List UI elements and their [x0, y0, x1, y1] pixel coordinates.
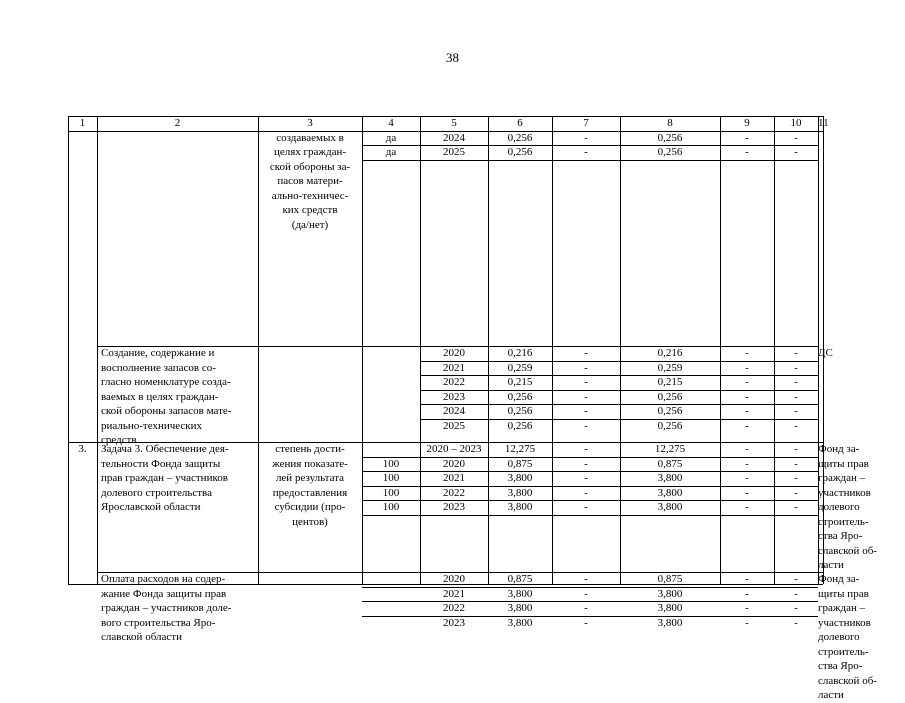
cell-c5: 2025 — [443, 419, 465, 432]
cell-c5: 2022 — [443, 486, 465, 499]
cell-c10: - — [794, 347, 798, 359]
cell-c10: - — [794, 501, 798, 513]
activity-text: славской области — [101, 631, 182, 643]
cell-c9: - — [745, 390, 749, 403]
column-header: 6 — [517, 117, 523, 129]
responsible-text: славской об- — [818, 674, 877, 687]
responsible-text: граждан – — [818, 602, 866, 614]
cell-c7: - — [584, 602, 588, 614]
cell-c10: - — [794, 602, 798, 614]
cell-c6: 0,256 — [507, 405, 533, 417]
task-text: Ярославской области — [101, 501, 201, 513]
cell-c10: - — [794, 376, 798, 388]
cell-c4: да — [385, 146, 397, 158]
task-text: долевого строительства — [101, 486, 212, 499]
column-header: 4 — [388, 117, 394, 129]
responsible-text: участников — [818, 616, 871, 629]
column-header: 3 — [307, 117, 313, 129]
column-header: 2 — [174, 117, 181, 129]
row-divider — [362, 160, 818, 161]
cell-c7: - — [584, 361, 588, 374]
cell-c6: 3,800 — [507, 486, 533, 499]
cell-c7: - — [584, 457, 588, 470]
cell-c8: 0,216 — [657, 347, 683, 359]
cell-c7: - — [584, 573, 588, 585]
cell-c5: 2022 — [443, 376, 465, 388]
cell-c4: 100 — [382, 457, 400, 470]
responsible-text: ства Яро- — [818, 530, 863, 542]
cell-c8: 3,800 — [657, 602, 683, 614]
cell-c5: 2020 — [443, 573, 465, 585]
responsible-text: участников — [818, 486, 871, 499]
task-text: тельности Фонда защиты — [101, 457, 221, 470]
cell-c10: - — [794, 405, 798, 417]
responsible-text: ства Яро- — [818, 660, 863, 672]
activity-text: граждан – участников доле- — [101, 602, 232, 614]
cell-c5: 2023 — [443, 501, 465, 513]
cell-c7: - — [584, 501, 588, 513]
cell-c8: 0,875 — [657, 573, 683, 585]
indicator-text: (да/нет) — [291, 218, 329, 231]
cell-c7: - — [584, 616, 588, 629]
cell-c7: - — [584, 405, 588, 417]
cell-c7: - — [584, 146, 588, 158]
cell-c9: - — [745, 602, 749, 614]
indicator-text: ально-техничес- — [271, 189, 349, 202]
responsible-text: Фонд за- — [818, 443, 860, 455]
cell-c9: - — [745, 419, 749, 432]
column-header: 1 — [79, 117, 86, 129]
cell-c6: 0,215 — [507, 376, 533, 388]
cell-c9: - — [745, 131, 749, 144]
cell-c8: 0,256 — [657, 146, 683, 158]
cell-c6: 3,800 — [507, 587, 533, 600]
cell-c10: - — [794, 361, 798, 374]
cell-c4: 100 — [382, 486, 400, 499]
activity-text: восполнение запасов со- — [101, 361, 216, 374]
cell-c8: 3,800 — [657, 486, 683, 499]
cell-c8: 0,256 — [657, 419, 683, 432]
cell-c5: 2020 – 2023 — [426, 443, 482, 455]
cell-c8: 0,259 — [657, 361, 683, 374]
cell-c9: - — [745, 146, 749, 158]
cell-c10: - — [794, 616, 798, 629]
cell-c6: 0,256 — [507, 390, 533, 403]
task-number: 3. — [78, 443, 87, 455]
row-divider — [362, 515, 818, 516]
cell-c6: 3,800 — [507, 472, 533, 484]
cell-c9: - — [745, 361, 749, 374]
cell-c7: - — [584, 587, 588, 600]
indicator-text: степень дости- — [275, 443, 345, 455]
cell-c9: - — [745, 443, 749, 455]
cell-c5: 2021 — [443, 587, 465, 600]
cell-c7: - — [584, 376, 588, 388]
responsible-text: ДС — [818, 347, 833, 359]
cell-c5: 2023 — [443, 616, 465, 629]
cell-c8: 3,800 — [657, 501, 683, 513]
cell-c6: 0,216 — [507, 347, 533, 359]
indicator-text: предоставления — [272, 486, 348, 499]
cell-c6: 3,800 — [507, 616, 533, 629]
cell-c5: 2025 — [443, 146, 465, 158]
cell-c9: - — [745, 457, 749, 470]
indicator-text: центов) — [292, 515, 328, 528]
responsible-text: щиты прав — [818, 457, 869, 470]
cell-c10: - — [794, 390, 798, 403]
cell-c7: - — [584, 443, 588, 455]
cell-c6: 0,259 — [507, 361, 533, 374]
cell-c5: 2021 — [443, 361, 465, 374]
column-header: 8 — [667, 117, 673, 129]
cell-c9: - — [745, 616, 749, 629]
cell-c4: 100 — [382, 501, 400, 513]
responsible-text: долевого — [818, 631, 860, 643]
cell-c8: 0,256 — [657, 131, 683, 144]
cell-c9: - — [745, 472, 749, 484]
cell-c9: - — [745, 587, 749, 600]
cell-c8: 0,256 — [657, 405, 683, 417]
task-text: прав граждан – участников — [101, 472, 228, 484]
indicator-text: пасов матери- — [277, 175, 343, 187]
indicator-text: создаваемых в — [276, 131, 344, 144]
cell-c4: да — [385, 131, 397, 144]
indicator-text: жения показате- — [272, 457, 348, 470]
budget-table — [68, 116, 877, 701]
activity-text: средств — [101, 434, 137, 446]
cell-c9: - — [745, 347, 749, 359]
cell-c10: - — [794, 146, 798, 158]
cell-c5: 2023 — [443, 390, 465, 403]
activity-text: Оплата расходов на содер- — [101, 573, 226, 585]
cell-c10: - — [794, 587, 798, 600]
activity-text: ваемых в целях граждан- — [101, 390, 219, 403]
cell-c8: 3,800 — [657, 587, 683, 600]
activity-text: вого строительства Яро- — [101, 616, 216, 629]
responsible-text: ласти — [818, 689, 844, 701]
responsible-text: ласти — [818, 559, 844, 571]
column-divider — [97, 116, 98, 584]
cell-c7: - — [584, 131, 588, 144]
cell-c8: 3,800 — [657, 616, 683, 629]
cell-c7: - — [584, 472, 588, 484]
cell-c8: 3,800 — [657, 472, 683, 484]
cell-c4: 100 — [382, 472, 400, 484]
cell-c9: - — [745, 376, 749, 388]
cell-c5: 2020 — [443, 347, 465, 359]
page-number: 38 — [446, 50, 459, 65]
cell-c5: 2024 — [443, 131, 465, 144]
cell-c6: 0,256 — [507, 419, 533, 432]
indicator-text: ской обороны за- — [269, 160, 351, 173]
cell-c6: 0,875 — [507, 573, 533, 585]
cell-c8: 0,215 — [657, 376, 683, 388]
cell-c10: - — [794, 457, 798, 470]
cell-c10: - — [794, 486, 798, 499]
cell-c7: - — [584, 390, 588, 403]
column-header: 5 — [451, 117, 457, 129]
cell-c7: - — [584, 347, 588, 359]
cell-c9: - — [745, 573, 749, 585]
indicator-text: ких средств — [282, 204, 338, 216]
cell-c10: - — [794, 419, 798, 432]
indicator-text: целях граждан- — [273, 146, 347, 158]
activity-text: ской обороны запасов мате- — [101, 405, 232, 417]
cell-c10: - — [794, 472, 798, 484]
cell-c6: 0,256 — [507, 146, 533, 158]
cell-c9: - — [745, 405, 749, 417]
cell-c5: 2022 — [443, 602, 465, 614]
responsible-text: Фонд за- — [818, 573, 860, 585]
cell-c5: 2021 — [443, 472, 465, 484]
cell-c10: - — [794, 573, 798, 585]
activity-text: гласно номенклатуре созда- — [101, 376, 231, 388]
cell-c9: - — [745, 486, 749, 499]
cell-c6: 3,800 — [507, 602, 533, 614]
cell-c8: 0,256 — [657, 390, 683, 403]
cell-c10: - — [794, 131, 798, 144]
task-text: Задача 3. Обеспечение дея- — [101, 443, 229, 455]
cell-c7: - — [584, 486, 588, 499]
cell-c10: - — [794, 443, 798, 455]
cell-c6: 0,875 — [507, 457, 533, 470]
indicator-text: субсидии (про- — [274, 501, 346, 513]
column-header: 7 — [583, 117, 589, 129]
cell-c6: 3,800 — [507, 501, 533, 513]
responsible-text: славской об- — [818, 544, 877, 557]
activity-text: риально-технических — [101, 419, 203, 432]
responsible-text: строитель- — [818, 645, 869, 658]
column-divider — [68, 116, 69, 584]
responsible-text: долевого — [818, 501, 860, 513]
cell-c8: 0,875 — [657, 457, 683, 470]
column-header: 10 — [790, 117, 802, 129]
column-header: 9 — [744, 117, 750, 129]
responsible-text: строитель- — [818, 515, 869, 528]
activity-text: Создание, содержание и — [101, 347, 215, 359]
responsible-text: граждан – — [818, 472, 866, 484]
cell-c7: - — [584, 419, 588, 432]
cell-c5: 2024 — [443, 405, 465, 417]
activity-text: жание Фонда защиты прав — [101, 587, 227, 600]
column-header: 11 — [818, 117, 829, 129]
cell-c6: 0,256 — [507, 131, 533, 144]
cell-c5: 2020 — [443, 457, 465, 470]
responsible-text: щиты прав — [818, 587, 869, 600]
indicator-text: лей результата — [275, 472, 345, 484]
cell-c9: - — [745, 501, 749, 513]
cell-c8: 12,275 — [654, 443, 686, 455]
cell-c6: 12,275 — [504, 443, 536, 455]
